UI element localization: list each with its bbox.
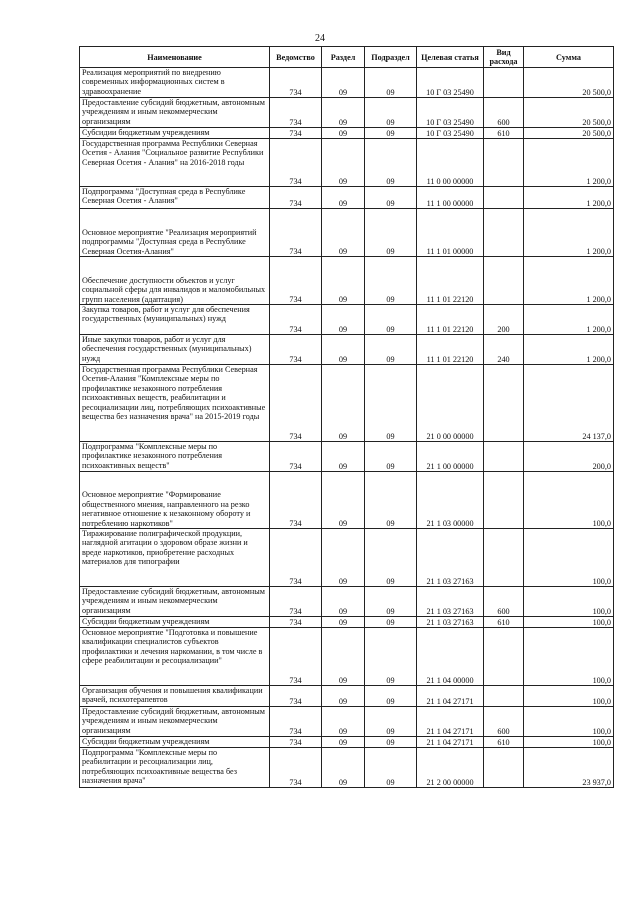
cell-subsection: 09 [365,187,417,209]
cell-section: 09 [322,686,365,707]
cell-name: Основное мероприятие "Подготовка и повышение квалификации специалистов субъектов профилактики и лечения наркомании, в том числе в сфере реабилитации и ресоциализации" [80,628,270,686]
cell-expense-type: 240 [484,335,524,365]
cell-name: Иные закупки товаров, работ и услуг для обеспечения государственных (муниципальных) нужд [80,335,270,365]
cell-expense-type [484,529,524,587]
cell-expense-type [484,472,524,529]
cell-dept: 734 [270,128,322,139]
cell-dept: 734 [270,98,322,128]
cell-name: Подпрограмма "Комплексные меры по реабилитации и ресоциализации лиц, потребляющих психоактивные вещества без назначения врача" [80,748,270,788]
cell-target: 21 1 03 27163 [417,529,484,587]
table-row [80,139,614,187]
cell-dept: 734 [270,305,322,335]
cell-amount: 1 200,0 [524,139,614,187]
cell-section: 09 [322,628,365,686]
cell-dept: 734 [270,365,322,442]
cell-target: 11 1 00 00000 [417,187,484,209]
header-section: Раздел [322,47,365,68]
cell-amount: 1 200,0 [524,257,614,305]
cell-target: 10 Г 03 25490 [417,98,484,128]
cell-expense-type: 600 [484,98,524,128]
cell-dept: 734 [270,442,322,472]
table-row [80,442,614,472]
cell-expense-type [484,209,524,257]
cell-subsection: 09 [365,587,417,617]
cell-subsection: 09 [365,472,417,529]
cell-subsection: 09 [365,617,417,628]
cell-expense-type: 600 [484,707,524,737]
cell-target: 21 1 03 27163 [417,617,484,628]
cell-amount: 100,0 [524,587,614,617]
cell-subsection: 09 [365,707,417,737]
cell-section: 09 [322,68,365,98]
header-name: Наименование [80,47,270,68]
cell-amount: 100,0 [524,737,614,748]
cell-amount: 100,0 [524,707,614,737]
cell-subsection: 09 [365,628,417,686]
cell-amount: 1 200,0 [524,209,614,257]
cell-amount: 200,0 [524,442,614,472]
cell-subsection: 09 [365,686,417,707]
table-row [80,257,614,305]
cell-name: Субсидии бюджетным учреждениям [80,617,270,628]
cell-target: 11 0 00 00000 [417,139,484,187]
table-row [80,628,614,686]
header-amount: Сумма [524,47,614,68]
cell-name: Тиражирование полиграфической продукции, наглядной агитации о здоровом образе жизни и вреде наркотиков, приобретение расходных материалов для типографии [80,529,270,587]
cell-section: 09 [322,209,365,257]
cell-amount: 20 500,0 [524,98,614,128]
table-row [80,365,614,442]
header-subsection: Подраздел [365,47,417,68]
cell-subsection: 09 [365,128,417,139]
table-row [80,737,614,748]
cell-dept: 734 [270,139,322,187]
cell-amount: 1 200,0 [524,187,614,209]
cell-expense-type: 610 [484,128,524,139]
table-row [80,335,614,365]
table-row [80,529,614,587]
page-number: 24 [315,33,325,44]
cell-subsection: 09 [365,737,417,748]
table-row [80,748,614,788]
table-row [80,68,614,98]
cell-section: 09 [322,748,365,788]
cell-dept: 734 [270,686,322,707]
cell-name: Основное мероприятие "Формирование общественного мнения, направленного на резко негативное отношение к незаконному обороту и потреблению наркотиков" [80,472,270,529]
cell-target: 21 1 03 27163 [417,587,484,617]
cell-expense-type [484,187,524,209]
cell-name: Предоставление субсидий бюджетным, автономным учреждениям и иным некоммерческим организациям [80,587,270,617]
table-row [80,472,614,529]
table-row [80,686,614,707]
cell-section: 09 [322,98,365,128]
cell-target: 10 Г 03 25490 [417,68,484,98]
cell-target: 21 1 03 00000 [417,472,484,529]
table-row [80,98,614,128]
cell-expense-type [484,628,524,686]
table-row [80,587,614,617]
cell-subsection: 09 [365,209,417,257]
cell-expense-type [484,442,524,472]
table-header-row [80,47,614,68]
cell-target: 21 0 00 00000 [417,365,484,442]
cell-dept: 734 [270,529,322,587]
cell-section: 09 [322,305,365,335]
cell-amount: 1 200,0 [524,335,614,365]
header-expense-type: Вид расхода [484,47,524,68]
header-dept: Ведомство [270,47,322,68]
cell-section: 09 [322,365,365,442]
cell-name: Закупка товаров, работ и услуг для обеспечения государственных (муниципальных) нужд [80,305,270,335]
cell-target: 11 1 01 22120 [417,335,484,365]
cell-subsection: 09 [365,365,417,442]
cell-subsection: 09 [365,139,417,187]
cell-name: Обеспечение доступности объектов и услуг социальной сферы для инвалидов и маломобильных групп населения (адаптация) [80,257,270,305]
cell-expense-type [484,257,524,305]
cell-name: Субсидии бюджетным учреждениям [80,737,270,748]
cell-name: Субсидии бюджетным учреждениям [80,128,270,139]
table-row [80,617,614,628]
cell-amount: 20 500,0 [524,128,614,139]
cell-section: 09 [322,442,365,472]
table-row [80,305,614,335]
cell-section: 09 [322,529,365,587]
cell-name: Организация обучения и повышения квалификации врачей, психотерапевтов [80,686,270,707]
header-target: Целевая статья [417,47,484,68]
cell-section: 09 [322,187,365,209]
cell-name: Реализация мероприятий по внедрению современных информационных систем в здравоохранение [80,68,270,98]
budget-table [79,46,614,788]
cell-dept: 734 [270,68,322,98]
cell-section: 09 [322,335,365,365]
cell-amount: 23 937,0 [524,748,614,788]
cell-section: 09 [322,128,365,139]
cell-dept: 734 [270,187,322,209]
cell-section: 09 [322,472,365,529]
table-row [80,187,614,209]
table-row [80,128,614,139]
cell-name: Предоставление субсидий бюджетным, автономным учреждениям и иным некоммерческим организациям [80,707,270,737]
cell-name: Основное мероприятие "Реализация мероприятий подпрограммы "Доступная среда в Республике Северная Осетия-Алания" [80,209,270,257]
cell-expense-type [484,686,524,707]
table-row [80,707,614,737]
cell-name: Подпрограмма "Комплексные меры по профилактике незаконного потребления психоактивных веществ" [80,442,270,472]
cell-subsection: 09 [365,98,417,128]
cell-section: 09 [322,139,365,187]
cell-dept: 734 [270,335,322,365]
cell-target: 10 Г 03 25490 [417,128,484,139]
cell-amount: 100,0 [524,472,614,529]
cell-amount: 100,0 [524,617,614,628]
cell-section: 09 [322,737,365,748]
cell-name: Подпрограмма "Доступная среда в Республике Северная Осетия - Алания" [80,187,270,209]
cell-expense-type: 610 [484,617,524,628]
cell-dept: 734 [270,257,322,305]
cell-target: 21 1 04 00000 [417,628,484,686]
cell-target: 21 1 04 27171 [417,686,484,707]
cell-section: 09 [322,617,365,628]
cell-name: Государственная программа Республики Северная Осетия-Алания "Комплексные меры по профилактике незаконного потребления психоактивных веществ, реабилитации и ресоциализации лиц, потребляющих психоактивные вещества без назначения врача" на 2015-2019 годы [80,365,270,442]
cell-target: 21 1 04 27171 [417,737,484,748]
cell-amount: 100,0 [524,529,614,587]
cell-target: 21 2 00 00000 [417,748,484,788]
cell-dept: 734 [270,472,322,529]
cell-expense-type [484,68,524,98]
cell-target: 11 1 01 22120 [417,257,484,305]
cell-amount: 1 200,0 [524,305,614,335]
cell-name: Предоставление субсидий бюджетным, автономным учреждениям и иным некоммерческим организациям [80,98,270,128]
cell-target: 11 1 01 22120 [417,305,484,335]
cell-amount: 24 137,0 [524,365,614,442]
cell-dept: 734 [270,737,322,748]
cell-amount: 100,0 [524,686,614,707]
cell-target: 21 1 00 00000 [417,442,484,472]
cell-amount: 100,0 [524,628,614,686]
cell-subsection: 09 [365,68,417,98]
cell-target: 11 1 01 00000 [417,209,484,257]
cell-expense-type: 610 [484,737,524,748]
cell-dept: 734 [270,628,322,686]
cell-amount: 20 500,0 [524,68,614,98]
cell-expense-type: 200 [484,305,524,335]
cell-section: 09 [322,587,365,617]
cell-dept: 734 [270,748,322,788]
cell-section: 09 [322,257,365,305]
table-row [80,209,614,257]
cell-dept: 734 [270,617,322,628]
cell-name: Государственная программа Республики Северная Осетия - Алания "Социальное развитие Республики Северная Осетия - Алания" на 2016-2018 годы [80,139,270,187]
cell-expense-type [484,365,524,442]
cell-subsection: 09 [365,335,417,365]
cell-dept: 734 [270,707,322,737]
cell-dept: 734 [270,209,322,257]
cell-subsection: 09 [365,442,417,472]
cell-subsection: 09 [365,257,417,305]
cell-dept: 734 [270,587,322,617]
cell-subsection: 09 [365,529,417,587]
cell-subsection: 09 [365,748,417,788]
cell-expense-type: 600 [484,587,524,617]
cell-section: 09 [322,707,365,737]
cell-target: 21 1 04 27171 [417,707,484,737]
cell-expense-type [484,139,524,187]
cell-subsection: 09 [365,305,417,335]
cell-expense-type [484,748,524,788]
